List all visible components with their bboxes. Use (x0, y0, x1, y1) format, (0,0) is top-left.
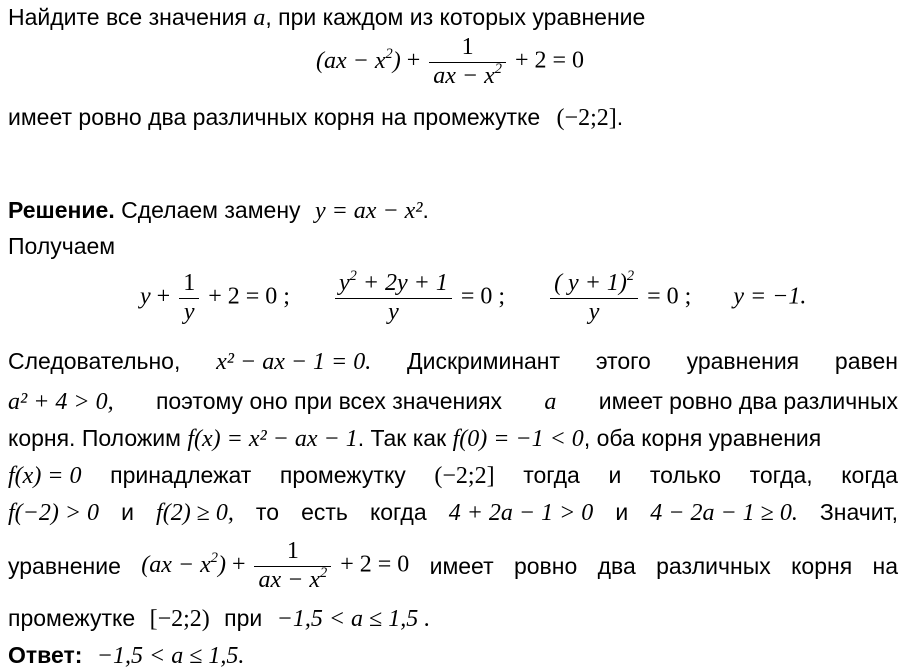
problem-intro: Найдите все значения (8, 4, 247, 30)
para-text: имеет ровно два различных (598, 388, 898, 414)
para-text: когда (841, 462, 898, 488)
inline-equation-tail: + 2 = 0 (340, 551, 410, 578)
para-text: корня (791, 552, 853, 579)
substitution-text: Сделаем замену (121, 197, 301, 223)
get-line (8, 233, 115, 260)
problem-line-1 (8, 4, 645, 32)
para-line-6 (8, 538, 898, 594)
para-text: тогда (523, 462, 580, 488)
problem-line-3 (8, 104, 623, 132)
para-text: два (597, 552, 636, 579)
para-math: a (544, 389, 557, 415)
equation-2-tail: = 0 ; (460, 283, 506, 310)
equation-1-tail: + 2 = 0 ; (208, 283, 290, 310)
para-math: f(x) = x² − ax − 1 (187, 426, 358, 452)
para-line-2 (8, 388, 898, 416)
para-text: Следовательно, (8, 348, 181, 374)
para-math: a² + 4 > 0, (8, 389, 114, 415)
para-math: f(−2) > 0 (8, 500, 100, 526)
problem-interval: (−2;2] (556, 105, 617, 131)
para-math: f(0) = −1 < 0 (452, 426, 584, 452)
para-text: корня. Положим (8, 425, 181, 451)
derivation-chain: y + $\frac{1}{y}$ + 2 = 0 ; $\frac{y^2 + 2y + 1}{y}$ = 0 ; $\frac{( y + 1)^2}{y}$ = 0 ; y = −1. (140, 267, 807, 325)
para-text: различных (656, 552, 771, 579)
para-text: Дискриминант (407, 348, 561, 374)
para-text: только (649, 462, 721, 488)
answer-line (8, 642, 244, 670)
para-text: промежутку (279, 462, 406, 488)
para-text: при (224, 605, 263, 631)
para-line-7 (8, 605, 430, 633)
main-equation: $(ax - x^2)$ + $\frac{1}{ax - x^2}$ + 2 = 0 (316, 34, 585, 89)
para-text: промежутке (8, 605, 136, 631)
para-text: уравнение (8, 552, 121, 579)
para-math: x² − ax − 1 = 0. (216, 349, 372, 375)
inline-equation: $(ax - x^2)$ + $\frac{1}{ax - x^2}$ + 2 = 0 (141, 538, 410, 593)
para-text: то (255, 499, 279, 525)
equation-4: y = −1. (733, 283, 807, 310)
para-text: и (615, 499, 629, 525)
variable-a: a (253, 5, 266, 31)
para-math: 4 + 2a − 1 > 0 (448, 500, 594, 526)
substitution-expression: y = ax − x² (314, 198, 423, 224)
para-text: когда (369, 499, 427, 525)
para-line-3 (8, 425, 821, 453)
substitution-dot: . (422, 197, 429, 223)
para-text: . Так как (357, 425, 447, 451)
para-text: Значит, (819, 499, 898, 525)
para-math: −1,5 < a ≤ 1,5 . (276, 606, 431, 632)
para-math: (−2;2] (434, 463, 495, 489)
problem-period: . (616, 104, 624, 130)
para-text: на (872, 552, 898, 579)
para-text: равен (834, 348, 898, 374)
problem-condition: имеет ровно два различных корня на промежутке (8, 104, 541, 130)
para-math: f(x) = 0 (8, 463, 82, 489)
answer-label: Ответ: (8, 642, 83, 668)
para-math: f(2) ≥ 0, (156, 500, 234, 526)
main-equation-fraction: $\frac{1}{ax - x^2}$ (429, 34, 506, 90)
para-line-5 (8, 499, 898, 527)
problem-intro-tail: , при каждом из которых уравнение (265, 4, 646, 30)
para-math: [−2;2) (149, 606, 210, 632)
para-text: , оба корня уравнения (583, 425, 822, 451)
solution-line-1 (8, 197, 429, 225)
para-text: тогда, (749, 462, 813, 488)
para-text: ровно (513, 552, 578, 579)
para-text: и (608, 462, 622, 488)
equation-3-tail: = 0 ; (647, 283, 692, 310)
para-text: поэтому оно при всех значениях (155, 388, 503, 414)
get-word: Получаем (8, 233, 116, 259)
solution-label: Решение. (8, 197, 115, 223)
para-line-4 (8, 462, 898, 490)
para-text: имеет (429, 552, 494, 579)
para-text: этого (595, 348, 651, 374)
para-text: принадлежат (110, 462, 252, 488)
para-text: есть (301, 499, 348, 525)
para-text: и (121, 499, 134, 525)
para-text: уравнения (686, 348, 800, 374)
para-line-1 (8, 348, 898, 376)
answer-value: −1,5 < a ≤ 1,5. (96, 643, 245, 669)
para-math: 4 − 2a − 1 ≥ 0. (650, 500, 798, 526)
